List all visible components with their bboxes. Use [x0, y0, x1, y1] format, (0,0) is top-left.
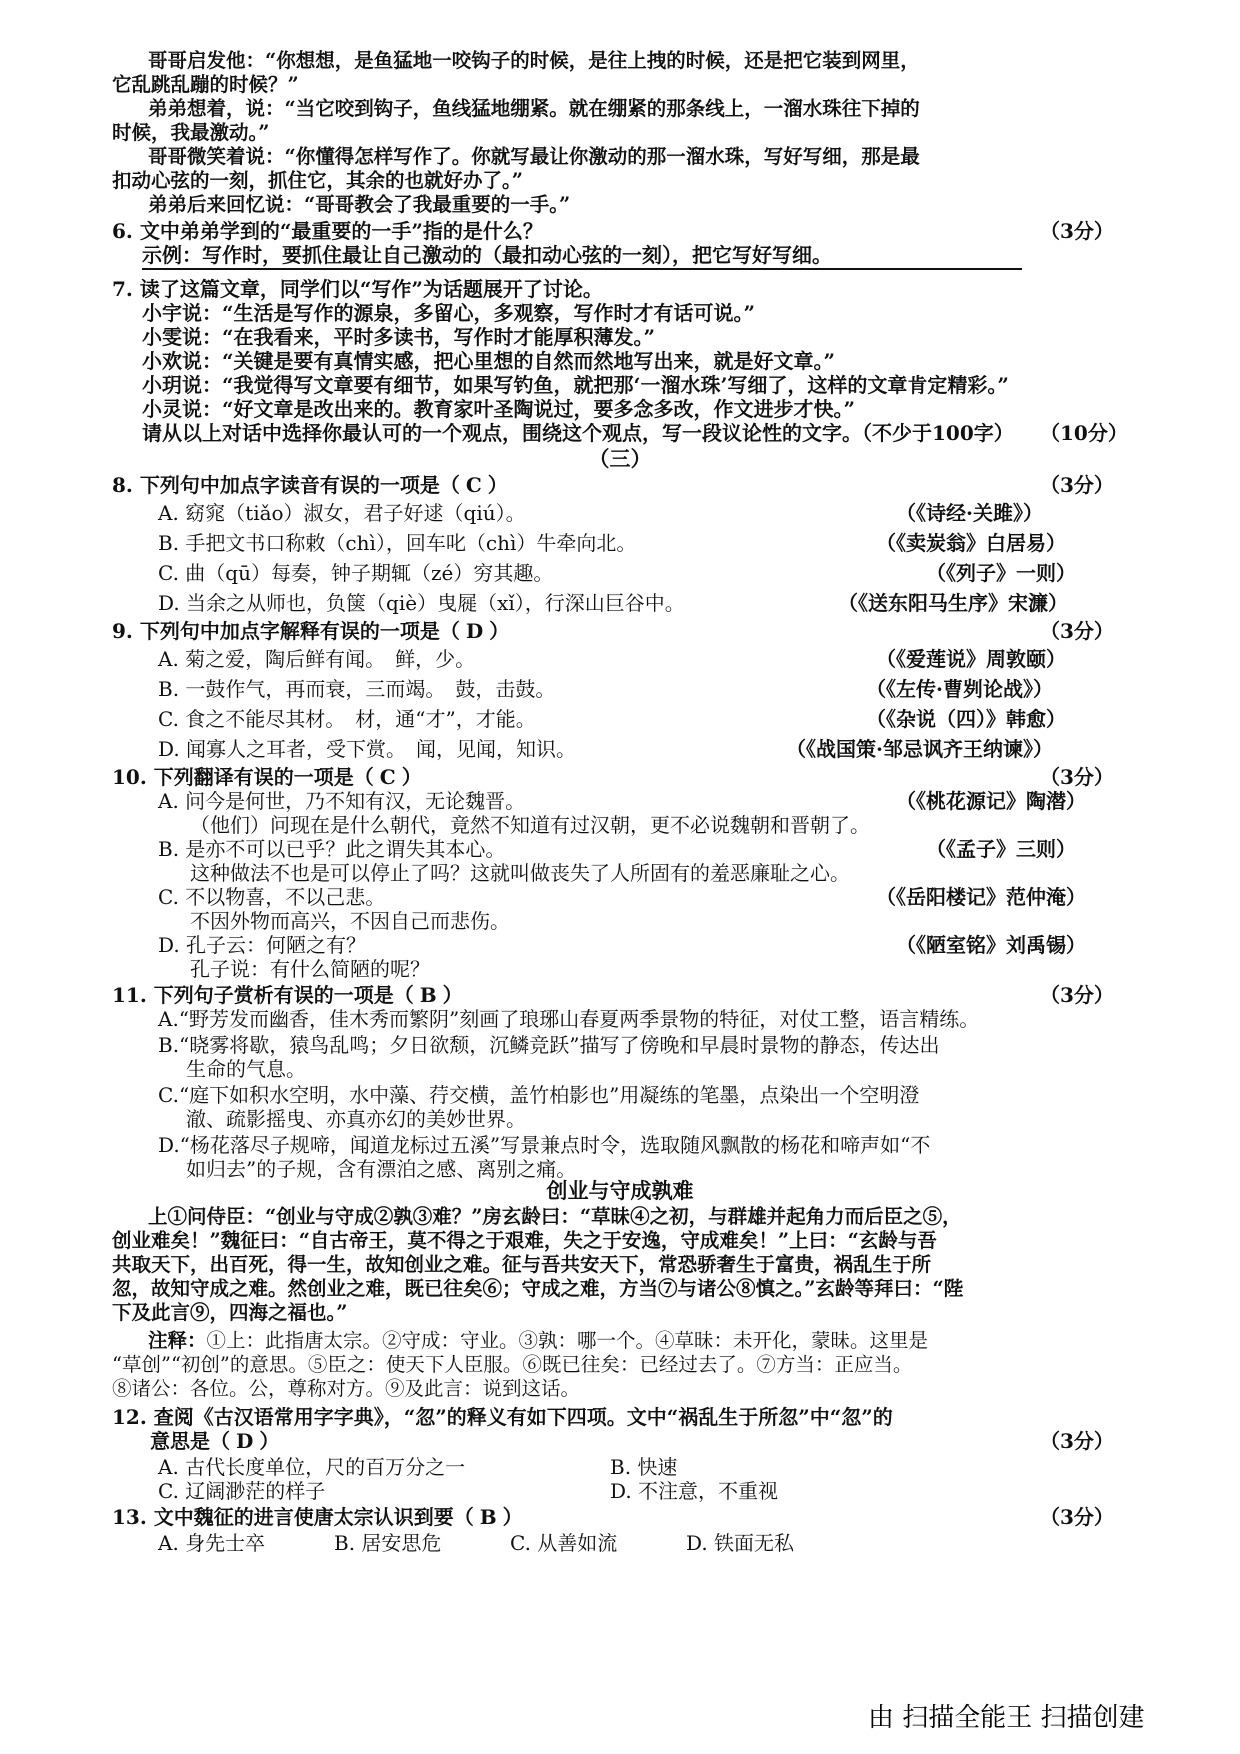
- q8-option-a: A. 窈窕（tiǎo）淑女，君子好逑（qiú）。: [158, 501, 526, 525]
- q12-close: ）: [259, 1429, 280, 1453]
- notes-text: ①上：此指唐太宗。②守成：守业。③孰：哪一个。④草昧：未开化，蒙昧。这里是: [206, 1329, 929, 1352]
- classical-line: 忽，故知守成之难。然创业之难，既已往矣⑥；守成之难，方当⑦与诸公⑧慎之。”玄龄等拜曰：“陛: [112, 1277, 964, 1300]
- q11-score: （3分）: [1040, 983, 1114, 1007]
- q9-option-b: B. 一鼓作气，再而衰，三而竭。 鼓，击鼓。: [158, 677, 556, 701]
- q13-answer: B: [479, 1505, 497, 1529]
- q10-option-b-translation: 这种做法不也是可以停止了吗？这就叫做丧失了人所固有的羞恶廉耻之心。: [190, 861, 850, 885]
- q6-answer: 示例：写作时，要抓住最让自己激动的（最扣动心弦的一刻），把它写好写细。: [142, 242, 1022, 270]
- passage-line: 扣动心弦的一刻，抓住它，其余的也就好办了。”: [112, 169, 523, 192]
- q10-stem: [112, 764, 422, 790]
- q13-stem-text: 13. 文中魏征的进言使唐太宗认识到要（: [112, 1505, 474, 1529]
- q7-task: 请从以上对话中选择你最认可的一个观点，围绕这个观点，写一段议论性的文字。（不少于100字）: [142, 421, 1014, 445]
- q8-option-a-source: （《诗经·关雎》）: [896, 501, 1043, 525]
- passage-line: 哥哥微笑着说：“你懂得怎样写作了。你就写最让你激动的那一溜水珠，写好写细，那是最: [148, 145, 920, 168]
- q8-option-d: D. 当余之从师也，负箧（qiè）曳屣（xǐ），行深山巨谷中。: [158, 591, 685, 615]
- q6-score: （3分）: [1040, 219, 1114, 243]
- q9-stem: [112, 618, 509, 644]
- q11-option-a: A.“野芳发而幽香，佳木秀而繁阴”刻画了琅琊山春夏两季景物的特征，对仗工整，语言精练。: [158, 1007, 980, 1031]
- q12-answer: D: [236, 1429, 254, 1453]
- q10-option-d: D. 孔子云：何陋之有？: [158, 933, 367, 957]
- q12-stem: 12. 查阅《古汉语常用字字典》，“忽”的释义有如下四项。文中“祸乱生于所忽”中“忽”的: [112, 1405, 893, 1429]
- q10-option-d-translation: 孔子说：有什么简陋的呢？: [190, 957, 430, 981]
- q12-option-a: A. 古代长度单位，尺的百万分之一: [158, 1455, 466, 1479]
- section-heading: （三）: [588, 446, 652, 471]
- q12-option-c: C. 辽阔渺茫的样子: [158, 1479, 326, 1503]
- q11-option-d-cont: 如归去”的子规，含有漂泊之感、离别之痛。: [186, 1157, 577, 1181]
- q7-dialogue-line: 小灵说：“好文章是改出来的。教育家叶圣陶说过，要多念多改，作文进步才快。”: [142, 397, 856, 421]
- q12-option-d: D. 不注意，不重视: [610, 1479, 779, 1503]
- q8-option-c-source: （《列子》一则）: [926, 561, 1076, 585]
- q13-close: ）: [502, 1505, 523, 1529]
- classical-line: 共取天下，出百死，得一生，故知创业之难。征与吾共安天下，常恐骄奢生于富贵，祸乱生于所: [112, 1253, 932, 1276]
- q9-option-d: D. 闻寡人之耳者，受下赏。 闻，见闻，知识。: [158, 737, 577, 761]
- q7-stem: 7. 读了这篇文章，同学们以“写作”为话题展开了讨论。: [112, 277, 603, 301]
- q11-stem-text: 11. 下列句子赏析有误的一项是（: [112, 983, 414, 1007]
- q9-option-c-source: （《杂说（四）》韩愈）: [866, 707, 1066, 731]
- q11-stem: [112, 982, 463, 1008]
- q9-option-b-source: （《左传·曹刿论战》）: [866, 677, 1053, 701]
- q10-option-b-source: （《孟子》三则）: [926, 837, 1076, 861]
- classical-line: 下及此言⑨，四海之福也。”: [112, 1301, 348, 1324]
- q8-option-c: C. 曲（qū）每奏，钟子期辄（zé）穷其趣。: [158, 561, 554, 585]
- q7-dialogue-line: 小欢说：“关键是要有真情实感，把心里想的自然而然地写出来，就是好文章。”: [142, 349, 836, 373]
- q12-stem-text: 意思是（: [150, 1429, 230, 1453]
- classical-line: 创业难矣！”魏征曰：“自古帝王，莫不得之于艰难，失之于安逸，守成难矣！”上曰：“玄龄与吾: [112, 1229, 937, 1252]
- passage-line: 哥哥启发他：“你想想，是鱼猛地一咬钩子的时候，是往上拽的时候，还是把它装到网里，: [148, 49, 920, 72]
- q10-option-c-source: （《岳阳楼记》范仲淹）: [876, 885, 1086, 909]
- q9-score: （3分）: [1040, 619, 1114, 643]
- q9-close: ）: [489, 619, 510, 643]
- q10-option-a-translation: （他们）问现在是什么朝代，竟然不知道有过汉朝，更不必说魏朝和晋朝了。: [190, 813, 870, 837]
- q9-stem-text: 9. 下列句中加点字解释有误的一项是（: [112, 619, 460, 643]
- q9-option-a-source: （《爱莲说》周敦颐）: [876, 647, 1066, 671]
- passage-line: 时候，我最激动。”: [112, 121, 270, 144]
- q7-dialogue-line: 小雯说：“在我看来，平时多读书，写作时才能厚积薄发。”: [142, 325, 656, 349]
- q13-option-c: C. 从善如流: [510, 1531, 618, 1555]
- q11-option-c-cont: 澈、疏影摇曳、亦真亦幻的美妙世界。: [186, 1107, 526, 1131]
- passage-line: 它乱跳乱蹦的时候？”: [112, 73, 299, 96]
- q12-score: （3分）: [1040, 1429, 1114, 1453]
- notes-label: 注释：: [148, 1329, 207, 1352]
- q13-option-b: B. 居安思危: [334, 1531, 442, 1555]
- q13-option-a: A. 身先士卒: [158, 1531, 266, 1555]
- q9-option-a: A. 菊之爱，陶后鲜有闻。 鲜，少。: [158, 647, 476, 671]
- q13-option-d: D. 铁面无私: [686, 1531, 795, 1555]
- q10-option-a-source: （《桃花源记》陶潜）: [896, 789, 1086, 813]
- q11-option-b: B.“晓雾将歇，猿鸟乱鸣；夕日欲颓，沉鳞竞跃”描写了傍晚和早晨时景物的静态，传达出: [158, 1033, 940, 1057]
- q8-option-d-source: （《送东阳马生序》宋濂）: [838, 591, 1068, 615]
- q7-dialogue-line: 小玥说：“我觉得写文章要有细节，如果写钓鱼，就把那‘一溜水珠’写细了，这样的文章肯定精彩。”: [142, 373, 1009, 397]
- q8-answer: C: [465, 473, 482, 497]
- q13-score: （3分）: [1040, 1505, 1114, 1529]
- q10-stem-text: 10. 下列翻译有误的一项是（: [112, 765, 374, 789]
- q10-option-d-source: （《陋室铭》刘禹锡）: [896, 933, 1086, 957]
- q10-option-c: C. 不以物喜，不以己悲。: [158, 885, 386, 909]
- q8-score: （3分）: [1040, 473, 1114, 497]
- q10-option-a: A. 问今是何世，乃不知有汉，无论魏晋。: [158, 789, 526, 813]
- q9-answer: D: [465, 619, 484, 643]
- q11-option-c: C.“庭下如积水空明，水中藻、荇交横，盖竹柏影也”用凝练的笔墨，点染出一个空明澄: [158, 1083, 920, 1107]
- q12-option-b: B. 快速: [610, 1455, 678, 1479]
- q11-close: ）: [442, 983, 463, 1007]
- passage-line: 弟弟想着，说：“当它咬到钩子，鱼线猛地绷紧。就在绷紧的那条线上，一溜水珠往下掉的: [148, 97, 920, 120]
- q8-stem: [112, 472, 508, 498]
- q11-answer: B: [419, 983, 437, 1007]
- q11-option-b-cont: 生命的气息。: [186, 1057, 306, 1081]
- q10-answer: C: [379, 765, 396, 789]
- classical-notes: [148, 1328, 928, 1354]
- passage-line: 弟弟后来回忆说：“哥哥教会了我最重要的一手。”: [148, 193, 571, 216]
- classical-title: 创业与守成孰难: [546, 1178, 694, 1203]
- classical-line: 上①问侍臣：“创业与守成②孰③难？”房玄龄曰：“草昧④之初，与群雄并起角力而后臣之⑤，: [148, 1205, 962, 1228]
- scanner-footer: 由 扫描全能王 扫描创建: [868, 1703, 1145, 1733]
- q10-option-c-translation: 不因外物而高兴，不因自己而悲伤。: [190, 909, 510, 933]
- q9-option-c: C. 食之不能尽其材。 材，通“才”，才能。: [158, 707, 536, 731]
- classical-notes-line: “草创”“初创”的意思。⑤臣之：使天下人臣服。⑥既已往矣：已经过去了。⑦方当：正应当。: [112, 1353, 913, 1376]
- q11-option-d: D.“杨花落尽子规啼，闻道龙标过五溪”写景兼点时令，选取随风飘散的杨花和啼声如“不: [158, 1133, 931, 1157]
- q7-dialogue-line: 小宇说：“生活是写作的源泉，多留心，多观察，写作时才有话可说。”: [142, 301, 756, 325]
- q10-option-b: B. 是亦不可以已乎？此之谓失其本心。: [158, 837, 506, 861]
- q10-close: ）: [401, 765, 422, 789]
- q8-option-b: B. 手把文书口称敕（chì），回车叱（chì）牛牵向北。: [158, 531, 637, 555]
- q7-score: （10分）: [1040, 421, 1128, 445]
- q8-stem-text: 8. 下列句中加点字读音有误的一项是（: [112, 473, 460, 497]
- q6-stem: 6. 文中弟弟学到的“最重要的一手”指的是什么？: [112, 219, 543, 243]
- q12-stem-cont: [150, 1428, 279, 1454]
- q8-option-b-source: （《卖炭翁》白居易）: [876, 531, 1066, 555]
- q9-option-d-source: （《战国策·邹忌讽齐王纳谏》）: [786, 737, 1053, 761]
- classical-notes-line: ⑧诸公：各位。公，尊称对方。⑨及此言：说到这话。: [112, 1377, 581, 1400]
- q13-stem: [112, 1504, 523, 1530]
- q10-score: （3分）: [1040, 765, 1114, 789]
- q8-close: ）: [487, 473, 508, 497]
